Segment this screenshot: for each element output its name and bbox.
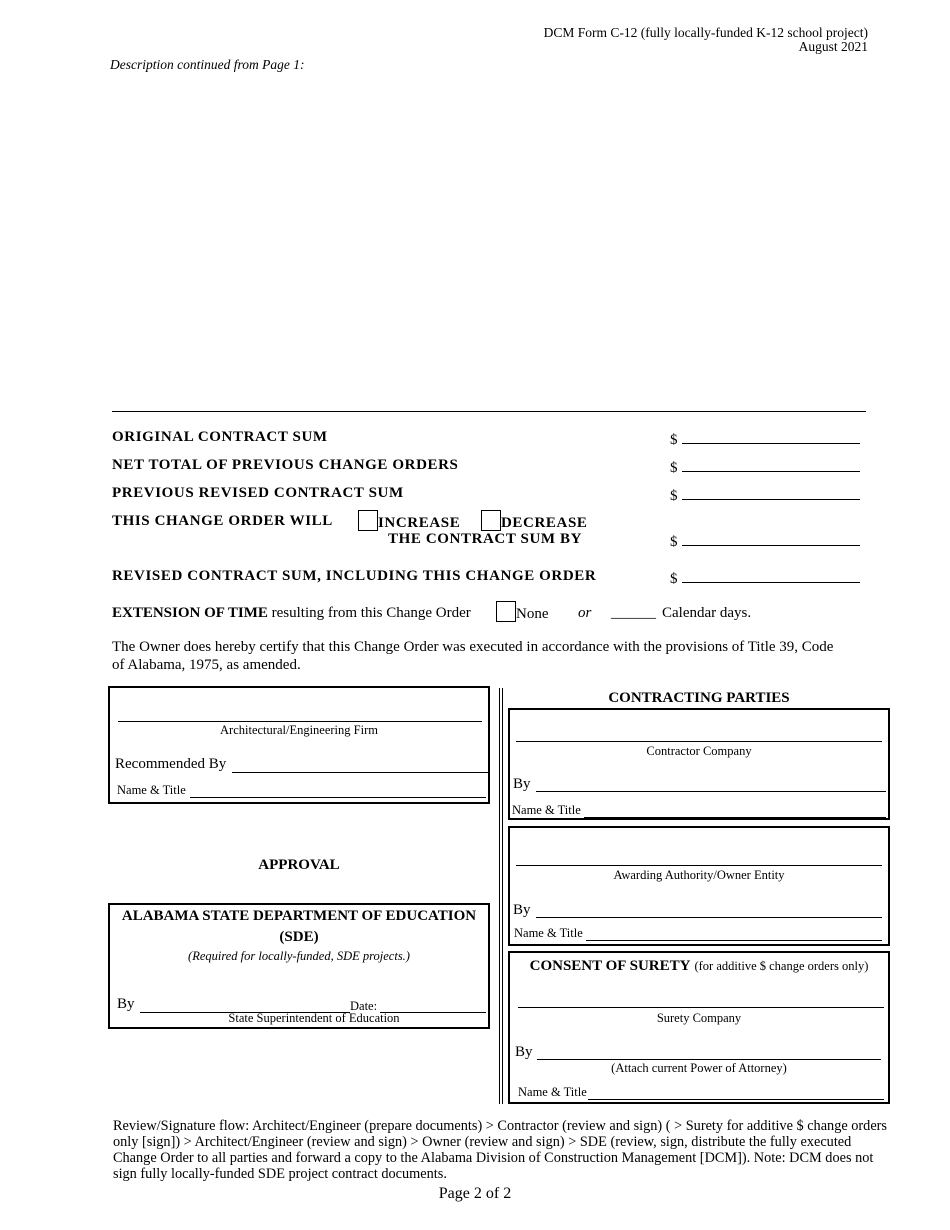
revised-including-label: REVISED CONTRACT SUM, INCLUDING THIS CHANGE ORDER: [112, 568, 597, 584]
original-sum-field[interactable]: [670, 429, 860, 449]
arch-name-title-label: Name & Title: [117, 783, 186, 797]
power-of-attorney-note: (Attach current Power of Attorney): [611, 1061, 787, 1075]
owner-entity-line[interactable]: [516, 865, 882, 866]
contractor-box: [508, 708, 890, 820]
contracting-heading: CONTRACTING PARTIES: [608, 690, 790, 706]
increase-option[interactable]: [358, 510, 460, 532]
extension-rest: resulting from this Change Order: [271, 605, 471, 621]
owner-by-label: By: [513, 902, 531, 918]
contractor-company-line[interactable]: [516, 741, 882, 742]
form-name: DCM Form C-12 (fully locally-funded K-12 school project): [543, 25, 868, 40]
column-divider: [499, 688, 500, 1104]
sde-note: (Required for locally-funded, SDE projects.): [188, 949, 410, 963]
divider: [112, 411, 866, 412]
recommended-by-line[interactable]: [232, 772, 488, 773]
contractor-company-label: Contractor Company: [646, 744, 752, 758]
none-label: None: [516, 606, 549, 622]
owner-name-title-line[interactable]: [586, 940, 882, 941]
extension-label: EXTENSION OF TIME: [112, 605, 268, 621]
or-label: or: [578, 605, 592, 621]
surety-heading-note: (for additive $ change orders only): [694, 959, 869, 973]
surety-name-title-label: Name & Title: [518, 1085, 587, 1099]
surety-box: [508, 951, 890, 1104]
extension-none-option[interactable]: [496, 601, 549, 623]
surety-by-label: By: [515, 1044, 533, 1060]
contractor-by-line[interactable]: [536, 791, 886, 792]
increase-checkbox[interactable]: [358, 510, 378, 531]
decrease-checkbox[interactable]: [481, 510, 501, 531]
sde-box: [108, 903, 490, 1029]
form-date: August 2021: [798, 39, 868, 54]
owner-name-title-label: Name & Title: [514, 926, 583, 940]
dollar-sign: $: [670, 432, 678, 448]
owner-box: [508, 826, 890, 946]
previous-revised-label: PREVIOUS REVISED CONTRACT SUM: [112, 485, 404, 501]
description-label: Description continued from Page 1:: [110, 57, 305, 72]
arch-name-title-line[interactable]: [190, 797, 486, 798]
change-will-label: THIS CHANGE ORDER WILL: [112, 513, 333, 529]
net-previous-field[interactable]: [670, 457, 860, 477]
contractor-by-label: By: [513, 776, 531, 792]
net-previous-label: NET TOTAL OF PREVIOUS CHANGE ORDERS: [112, 457, 459, 473]
original-sum-label: ORIGINAL CONTRACT SUM: [112, 429, 328, 445]
surety-by-line[interactable]: [537, 1059, 881, 1060]
contract-sum-by-label: THE CONTRACT SUM BY: [388, 531, 583, 547]
surety-heading-row: [510, 957, 888, 975]
contractor-name-title-label: Name & Title: [512, 803, 581, 817]
surety-company-line[interactable]: [518, 1007, 884, 1008]
increase-label: INCREASE: [378, 515, 461, 531]
decrease-label: DECREASE: [501, 515, 588, 531]
change-amount-field[interactable]: [670, 531, 860, 551]
decrease-option[interactable]: [481, 510, 588, 532]
page-number: Page 2 of 2: [438, 1185, 512, 1202]
sde-date-label: Date:: [350, 999, 378, 1013]
certify-text: The Owner does hereby certify that this Change Order was executed in accordance with the provisions of Title 39, Code of Alabama, 1975, as amended.: [112, 639, 834, 673]
form-header: [544, 26, 868, 54]
surety-heading: CONSENT OF SURETY: [529, 958, 691, 974]
calendar-days-label: Calendar days.: [662, 605, 752, 621]
calendar-days-field[interactable]: ______: [611, 605, 656, 621]
firm-signature-line[interactable]: [118, 721, 482, 722]
dollar-sign: $: [670, 460, 678, 476]
superintendent-label: State Superintendent of Education: [228, 1011, 400, 1025]
owner-by-line[interactable]: [536, 917, 882, 918]
firm-label: Architectural/Engineering Firm: [220, 723, 378, 737]
architect-box: [108, 686, 490, 804]
previous-revised-field[interactable]: [670, 485, 860, 505]
revised-including-field[interactable]: [670, 568, 860, 588]
dollar-sign: $: [670, 571, 678, 587]
approval-heading: APPROVAL: [258, 857, 340, 873]
column-divider: [502, 688, 503, 1104]
surety-name-title-line[interactable]: [588, 1099, 884, 1100]
signature-flow-text: Review/Signature flow: Architect/Engineer (prepare documents) > Contractor (review and sign) ( > Surety for additive $ change orders only [sign]) > Architect/Engineer (review and sign) > Owner (review and sign) > SDE (review, sign, distribute the fully executed Change Order to all parties and forward a copy to the Alabama Division of Construction Management [DCM]). Note: DCM does not sign fully locally-funded SDE project contract documents.: [113, 1118, 888, 1182]
sde-by-label: By: [117, 996, 135, 1012]
dollar-sign: $: [670, 488, 678, 504]
description-area[interactable]: [110, 78, 866, 404]
none-checkbox[interactable]: [496, 601, 516, 622]
dollar-sign: $: [670, 534, 678, 550]
surety-company-label: Surety Company: [656, 1011, 742, 1025]
contractor-name-title-line[interactable]: [584, 817, 886, 818]
sde-title: ALABAMA STATE DEPARTMENT OF EDUCATION: [121, 908, 477, 924]
sde-abbrev: (SDE): [279, 929, 319, 945]
owner-entity-label: Awarding Authority/Owner Entity: [613, 868, 785, 882]
extension-row: [112, 605, 471, 622]
recommended-by-label: Recommended By: [115, 756, 227, 772]
